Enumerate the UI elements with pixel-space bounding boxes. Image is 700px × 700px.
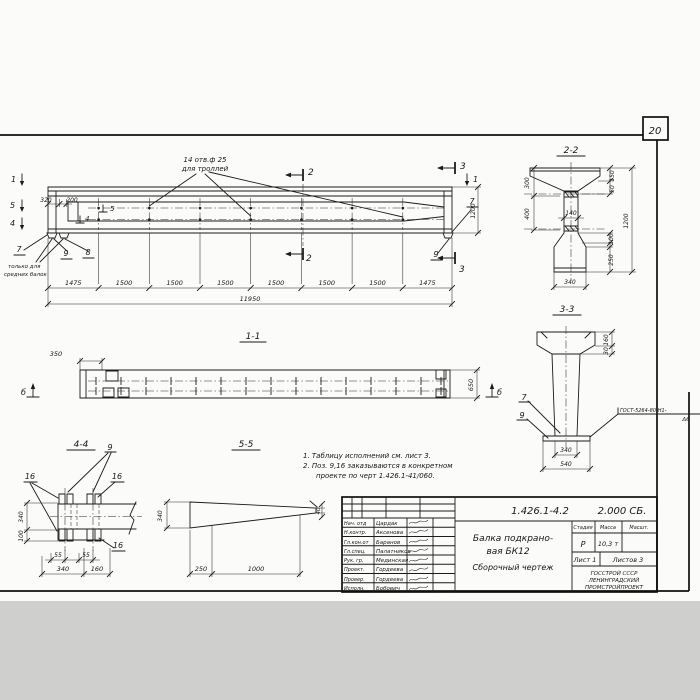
dim-30: 30 [603,347,610,355]
drawing-title: вая БК12 [486,547,530,557]
dim-segment: 1500 [369,279,386,287]
dim-1000: 1000 [247,565,265,573]
stage-value: Р [580,540,586,549]
scan-background [0,601,700,700]
hole-note: для троллей [181,165,229,173]
sig-role: Гл.кон.от [344,540,369,546]
signature [409,530,428,534]
view-mark-4: 4 [10,219,16,228]
view-arrow [20,225,24,230]
signature [409,577,428,581]
view-mark-5: 5 [10,201,16,210]
dim-segment: 1475 [419,279,436,287]
section-arrow [490,383,494,389]
cut-label-2: 2 [308,168,314,178]
col-mass: Масса [600,525,616,531]
sig-name: Аксенова [376,530,404,536]
sig-role: Провер. [344,577,365,583]
sig-name: Гордеева [376,567,404,573]
note-line: проекте по черт 1.426.1-41/060. [316,472,435,480]
detail-4-4-outline [24,450,136,551]
col-stage: Стадия [573,525,593,531]
pos-label-16: 16 [24,472,36,481]
pos-label-7: 7 [16,245,22,254]
dim-250: 250 [608,254,615,266]
signature [409,586,428,590]
signature [409,520,428,524]
pos-label-9: 9 [63,249,69,258]
sig-role: Рук. гр. [344,558,364,564]
note-line: 2. Поз. 9,16 заказываются в конкретном [303,462,453,470]
section-label: 1-1 [245,332,261,342]
pos-label-7: 7 [521,393,527,402]
hole-note: 14 отв.ф 25 [183,156,227,164]
sheets-label: Листов 3 [612,556,644,564]
sig-role: Проект. [344,567,365,573]
dim-100: 100 [18,530,25,542]
cut-ticks [303,162,455,264]
dim-40: 40 [316,507,322,515]
pos-label-5: 5 [110,205,115,213]
doc-code: 2.000 СБ. [597,506,647,517]
note-line: 1. Таблицу исполнений см. лист 3. [303,452,431,460]
sig-name: Цардак [376,521,398,527]
dim-250: 250 [194,565,208,573]
col-scale: Масшт. [629,525,649,531]
mass-value: 10,3 т [597,540,619,548]
dim-340: 340 [157,510,164,522]
dim-55: 55 [82,552,90,559]
signature [409,558,428,562]
note-only: средних балок [4,272,47,278]
section-label: 2-2 [563,146,579,156]
org-name: ЛЕНИНГРАДСКИЙ [588,578,640,584]
dim-150: 150 [609,170,616,182]
pos-label-16: 16 [112,541,124,550]
view-arrow [20,181,24,186]
section-1-1-centerlines [88,381,448,391]
dim-1200: 1200 [623,213,630,229]
view-arrow [465,181,469,186]
dim-340: 340 [560,447,572,454]
cut-arrow [437,166,443,171]
pos-label-4: 4 [85,215,90,223]
sig-role: Н.контр. [344,530,367,536]
dim-segment: 1475 [65,279,82,287]
pos-label-16: 16 [111,472,123,481]
dim-340: 340 [564,279,576,286]
elevation-outline [47,187,453,238]
section-3-3-outline [517,315,700,441]
sig-name: Палатников [376,549,411,555]
section-1-1-outline [27,342,498,398]
cut-arrow [285,173,291,178]
view-mark-1: 1 [11,175,17,184]
signature [409,539,428,543]
dim-1200: 1200 [470,203,477,219]
sig-name: Мединская [376,558,409,564]
dim-segment: 1500 [166,279,183,287]
detail-label: 4-4 [73,440,89,450]
detail-4-4-dims [24,502,190,577]
pos-label-9: 9 [519,411,525,420]
dim-segment: 1500 [115,279,133,287]
dim-total: 11950 [239,295,261,303]
signature [409,568,428,572]
org-name: ПРОМСТРОЙПРОЕКТ [584,585,644,591]
dim-50: 50 [609,185,616,193]
section-1-1-dims [80,358,480,398]
dim-100: 100 [608,233,615,245]
cut-label-3: 3 [460,162,466,172]
weld-note: Δ6 [682,417,690,423]
sig-role: Исполн. [344,586,365,592]
dim-160: 160 [90,565,104,573]
dim-650: 650 [467,378,475,392]
dim-400: 400 [524,208,531,220]
dim-320: 320 [40,197,52,204]
doc-number: 1.426.1-4.2 [511,506,569,517]
detail-5-5-outline [190,450,317,528]
dim-160: 160 [603,334,610,346]
sig-name: Бобович [376,586,400,592]
detail-label: 5-5 [238,440,254,450]
dim-55: 55 [54,552,62,559]
drawing-title: Балка подкрано- [472,534,554,544]
signature [409,549,428,553]
elevation-leaders [14,168,478,262]
section-arrow [31,383,35,389]
dim-200: 200 [66,197,78,204]
sig-role: Нач. отд [344,521,367,527]
dim-350: 350 [49,350,63,358]
org-name: ГОССТРОЙ СССР [590,571,638,577]
dim-segment: 1500 [267,279,285,287]
cut-label-3: 3 [459,265,465,275]
note-only: только для [8,264,41,270]
pos-label-9: 9 [433,250,439,259]
dim-segment: 1500 [217,279,234,287]
sig-name: Гордеева [376,577,404,583]
dim-140: 140 [565,210,577,217]
dim-300: 300 [524,177,531,189]
cut-label-2: 2 [306,254,312,264]
section-2-2-centerline [524,162,606,280]
dim-340: 340 [18,511,25,523]
sheet-label: Лист 1 [573,556,597,564]
cut-arrow [285,252,291,257]
weld-note: ГОСТ-5264-80-Н1- [620,408,667,414]
pos-label-9: 9 [107,443,113,452]
dim-340: 340 [56,565,70,573]
sig-name: Баранов [376,540,401,546]
view-arrow [20,207,24,212]
dim-segment: 1500 [318,279,336,287]
pos-label-7: 7 [469,197,475,206]
section-label: 3-3 [559,305,575,315]
sig-role: Гл.спец. [344,549,366,555]
pos-label-8: 8 [85,248,91,257]
drawing-subtitle: Сборочный чертеж [472,563,554,572]
section-mark-b: б [21,388,26,397]
view-mark-1: 1 [473,175,479,184]
section-mark-b: б [497,388,502,397]
detail-4-4-centerlines [50,488,142,551]
sheet-number: 20 [648,126,662,137]
dim-540: 540 [560,461,572,468]
